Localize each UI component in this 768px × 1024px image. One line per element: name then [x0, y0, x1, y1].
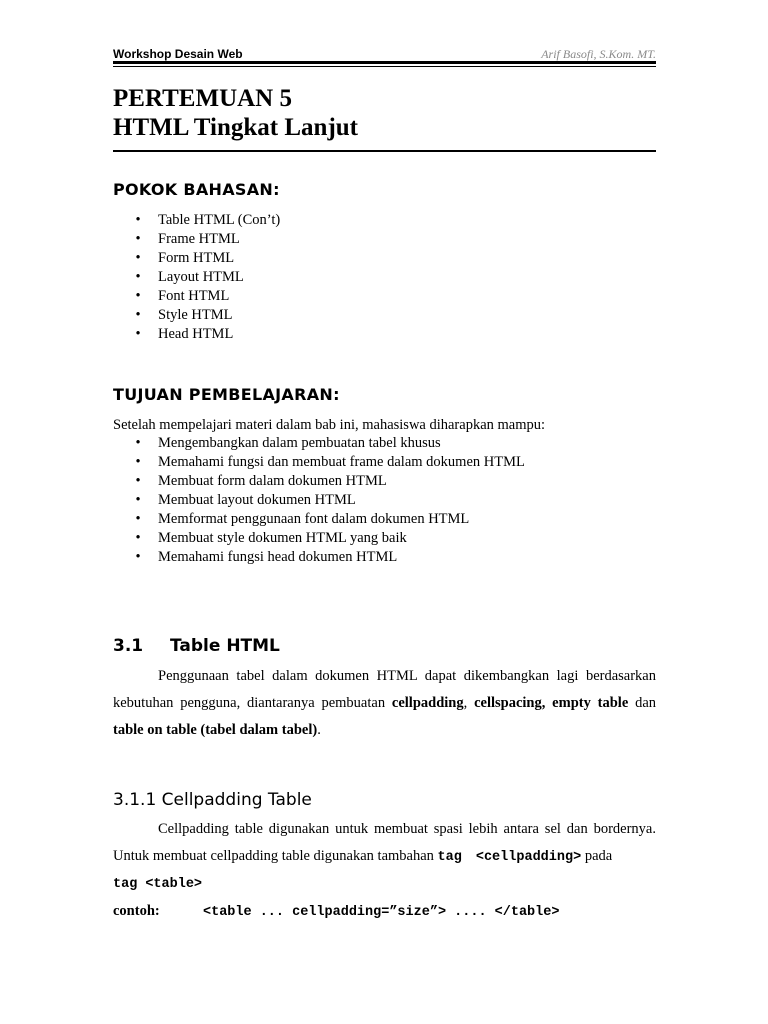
example-label: contoh:	[113, 903, 160, 919]
bullet: •	[135, 511, 141, 527]
list-item	[113, 287, 280, 306]
list-item-text: Membuat form dalam dokumen HTML	[158, 473, 387, 489]
list-item	[113, 434, 525, 453]
term-cellpadding: cellpadding	[391, 695, 464, 711]
bullet: •	[135, 326, 141, 342]
list-item	[113, 472, 525, 491]
bullet: •	[135, 549, 141, 565]
chapter-title-line2: HTML Tingkat Lanjut	[113, 114, 358, 141]
list-item-text: Head HTML	[158, 326, 234, 342]
paragraph-line: Cellpadding table digunakan untuk membuat spasi lebih antara sel dan bordernya.	[158, 821, 656, 837]
section-title: Table HTML	[170, 636, 280, 656]
text-run: ,	[463, 695, 475, 711]
tujuan-heading: TUJUAN PEMBELAJARAN:	[113, 385, 340, 404]
tujuan-intro: Setelah mempelajari materi dalam bab ini, mahasiswa diharapkan mampu:	[113, 417, 546, 433]
paragraph-line	[113, 693, 656, 713]
title-rule	[113, 150, 656, 152]
list-item	[113, 325, 280, 344]
example-code-close: .... </table>	[446, 905, 560, 920]
text-run: kebutuhan pengguna, diantaranya pembuatan	[113, 695, 392, 711]
text-run: dan	[628, 695, 657, 711]
section-3-1-1-heading: 3.1.1 Cellpadding Table	[113, 790, 312, 810]
code-tag: tag	[113, 877, 138, 892]
list-item-text: Memahami fungsi head dokumen HTML	[158, 549, 398, 565]
pokok-bahasan-heading: POKOK BAHASAN:	[113, 180, 280, 199]
bullet: •	[135, 288, 141, 304]
list-item-text: Frame HTML	[158, 231, 240, 247]
list-item-text: Style HTML	[158, 307, 233, 323]
list-item-text: Font HTML	[158, 288, 230, 304]
list-item	[113, 249, 280, 268]
running-header	[113, 46, 656, 62]
paragraph-line	[113, 873, 656, 895]
header-rule-thin	[113, 66, 656, 67]
header-course-title: Workshop Desain Web	[113, 47, 243, 61]
list-item	[113, 306, 280, 325]
list-item	[113, 230, 280, 249]
code-cellpadding: <cellpadding>	[475, 850, 582, 865]
term-table-on-table: table on table (tabel dalam tabel)	[113, 722, 318, 738]
header-author: Arif Basofi, S.Kom. MT.	[541, 47, 656, 61]
section-3-1-heading	[113, 635, 280, 657]
bullet: •	[135, 269, 141, 285]
list-item-text: Form HTML	[158, 250, 235, 266]
code-tag: tag	[437, 850, 462, 865]
header-rule-thick	[113, 61, 656, 64]
list-item	[113, 453, 525, 472]
bullet: •	[135, 530, 141, 546]
code-table: <table>	[145, 877, 203, 892]
bullet: •	[135, 212, 141, 228]
list-item	[113, 211, 280, 230]
example-line	[113, 901, 656, 923]
bullet: •	[135, 231, 141, 247]
text-run: pada	[581, 848, 613, 864]
list-item-text: Mengembangkan dalam pembuatan tabel khusus	[158, 435, 441, 451]
chapter-title-line1: PERTEMUAN 5	[113, 85, 292, 112]
paragraph-line	[113, 720, 656, 740]
bullet: •	[135, 307, 141, 323]
section-number: 3.1	[113, 636, 144, 656]
list-item-text: Layout HTML	[158, 269, 244, 285]
list-item	[113, 268, 280, 287]
list-item-text: Table HTML (Con’t)	[158, 212, 281, 228]
list-item-text: Membuat layout dokumen HTML	[158, 492, 356, 508]
bullet: •	[135, 250, 141, 266]
list-item-text: Membuat style dokumen HTML yang baik	[158, 530, 407, 546]
list-item	[113, 548, 525, 567]
text-run: Untuk membuat cellpadding table digunakan tambahan	[113, 848, 438, 864]
list-item	[113, 529, 525, 548]
list-item-text: Memformat penggunaan font dalam dokumen HTML	[158, 511, 470, 527]
chapter-title	[113, 84, 656, 142]
text-run: .	[317, 722, 321, 738]
bullet: •	[135, 492, 141, 508]
term-cellspacing-empty-table: cellspacing, empty table	[474, 695, 629, 711]
bullet: •	[135, 435, 141, 451]
tujuan-list	[113, 434, 525, 567]
paragraph-line: Penggunaan tabel dalam dokumen HTML dapat dikembangkan lagi berdasarkan	[158, 668, 656, 684]
list-item-text: Memahami fungsi dan membuat frame dalam dokumen HTML	[158, 454, 525, 470]
bullet: •	[135, 454, 141, 470]
paragraph-line	[113, 846, 656, 868]
pokok-bahasan-list	[113, 211, 280, 344]
example-code-open: <table ... cellpadding=”size”>	[203, 905, 447, 920]
bullet: •	[135, 473, 141, 489]
list-item	[113, 510, 525, 529]
list-item	[113, 491, 525, 510]
